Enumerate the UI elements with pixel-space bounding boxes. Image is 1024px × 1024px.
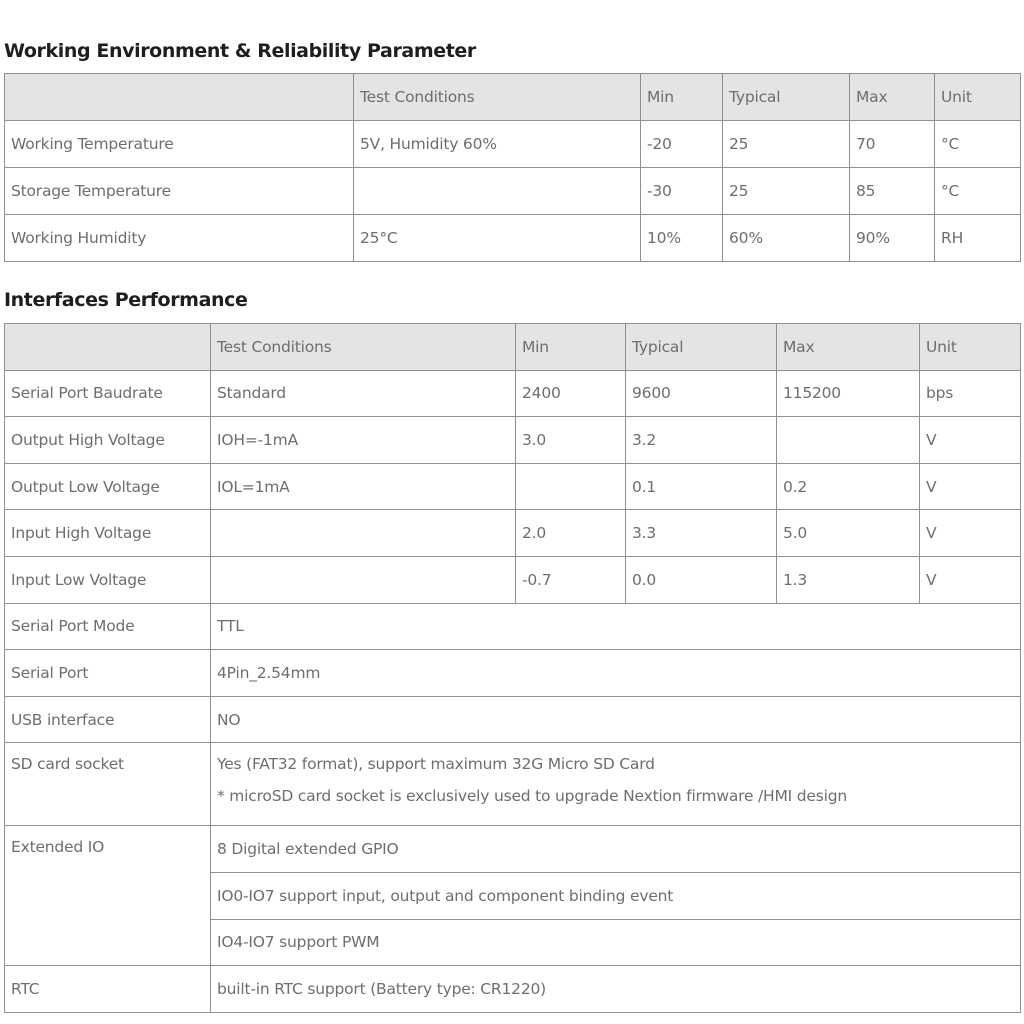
cell-unit: V [920,556,1021,603]
cell-min [516,463,626,510]
section-title-interfaces: Interfaces Performance [4,289,248,311]
header-parameter [5,324,211,371]
cell-conditions: Standard [211,370,516,417]
cell-parameter: Input High Voltage [5,510,211,557]
header-unit: Unit [920,324,1021,371]
cell-min: 2400 [516,370,626,417]
cell-parameter: Serial Port [5,650,211,697]
cell-typical: 0.1 [626,463,777,510]
table-row [5,370,1021,417]
cell-unit: °C [935,121,1021,168]
header-typical: Typical [723,74,850,121]
cell-parameter: Serial Port Mode [5,603,211,650]
table-row [5,463,1021,510]
header-min: Min [516,324,626,371]
cell-parameter: Working Humidity [5,215,354,262]
cell-unit: V [920,463,1021,510]
header-typical: Typical [626,324,777,371]
cell-conditions [211,510,516,557]
cell-unit: V [920,417,1021,464]
table-header-row [5,324,1021,371]
cell-value: NO [211,696,1021,743]
cell-max [777,417,920,464]
cell-min: 3.0 [516,417,626,464]
cell-conditions: 5V, Humidity 60% [354,121,641,168]
table-header-row [5,74,1021,121]
cell-conditions [211,556,516,603]
cell-typical: 25 [723,121,850,168]
table-row [5,556,1021,603]
cell-max: 1.3 [777,556,920,603]
cell-conditions: IOL=1mA [211,463,516,510]
table-row [5,168,1021,215]
cell-max: 85 [850,168,935,215]
cell-unit: bps [920,370,1021,417]
table-row [5,215,1021,262]
cell-conditions: 25°C [354,215,641,262]
cell-value: IO0-IO7 support input, output and component binding event [211,872,1021,919]
cell-min: -30 [641,168,723,215]
cell-parameter: Output Low Voltage [5,463,211,510]
table-row-usb-interface [5,696,1021,743]
cell-typical: 9600 [626,370,777,417]
table-row [5,417,1021,464]
header-test-conditions: Test Conditions [211,324,516,371]
cell-max: 115200 [777,370,920,417]
cell-value [211,743,1021,826]
table-row [5,510,1021,557]
header-max: Max [777,324,920,371]
cell-max: 5.0 [777,510,920,557]
cell-unit: °C [935,168,1021,215]
section-title-environment: Working Environment & Reliability Parameter [4,40,476,62]
cell-typical: 25 [723,168,850,215]
table-row-serial-port-mode [5,603,1021,650]
header-min: Min [641,74,723,121]
sd-card-value: Yes (FAT32 format), support maximum 32G Micro SD Card [217,755,655,774]
table-row-serial-port [5,650,1021,697]
table-row-sd-card-socket [5,743,1021,826]
cell-parameter: Extended IO [5,826,211,966]
table-row-rtc [5,966,1021,1013]
cell-min: -0.7 [516,556,626,603]
table-row-extended-io [5,826,1021,873]
cell-conditions [354,168,641,215]
cell-parameter: Serial Port Baudrate [5,370,211,417]
header-max: Max [850,74,935,121]
cell-typical: 3.3 [626,510,777,557]
cell-unit: V [920,510,1021,557]
cell-value: 4Pin_2.54mm [211,650,1021,697]
header-parameter [5,74,354,121]
sd-card-note: * microSD card socket is exclusively used to upgrade Nextion firmware /HMI design [217,787,847,806]
interfaces-table [4,323,1021,1013]
cell-parameter: RTC [5,966,211,1013]
cell-min: -20 [641,121,723,168]
cell-typical: 3.2 [626,417,777,464]
cell-typical: 0.0 [626,556,777,603]
cell-typical: 60% [723,215,850,262]
cell-parameter: Input Low Voltage [5,556,211,603]
cell-value: TTL [211,603,1021,650]
cell-value: built-in RTC support (Battery type: CR1220) [211,966,1021,1013]
table-row [5,121,1021,168]
environment-table [4,73,1021,262]
cell-parameter: Output High Voltage [5,417,211,464]
cell-conditions: IOH=-1mA [211,417,516,464]
cell-parameter: SD card socket [5,743,211,826]
cell-value: IO4-IO7 support PWM [211,919,1021,966]
cell-value: 8 Digital extended GPIO [211,826,1021,873]
cell-parameter: USB interface [5,696,211,743]
cell-min: 10% [641,215,723,262]
cell-parameter: Storage Temperature [5,168,354,215]
cell-max: 70 [850,121,935,168]
cell-max: 90% [850,215,935,262]
cell-max: 0.2 [777,463,920,510]
cell-unit: RH [935,215,1021,262]
cell-parameter: Working Temperature [5,121,354,168]
header-test-conditions: Test Conditions [354,74,641,121]
cell-min: 2.0 [516,510,626,557]
header-unit: Unit [935,74,1021,121]
